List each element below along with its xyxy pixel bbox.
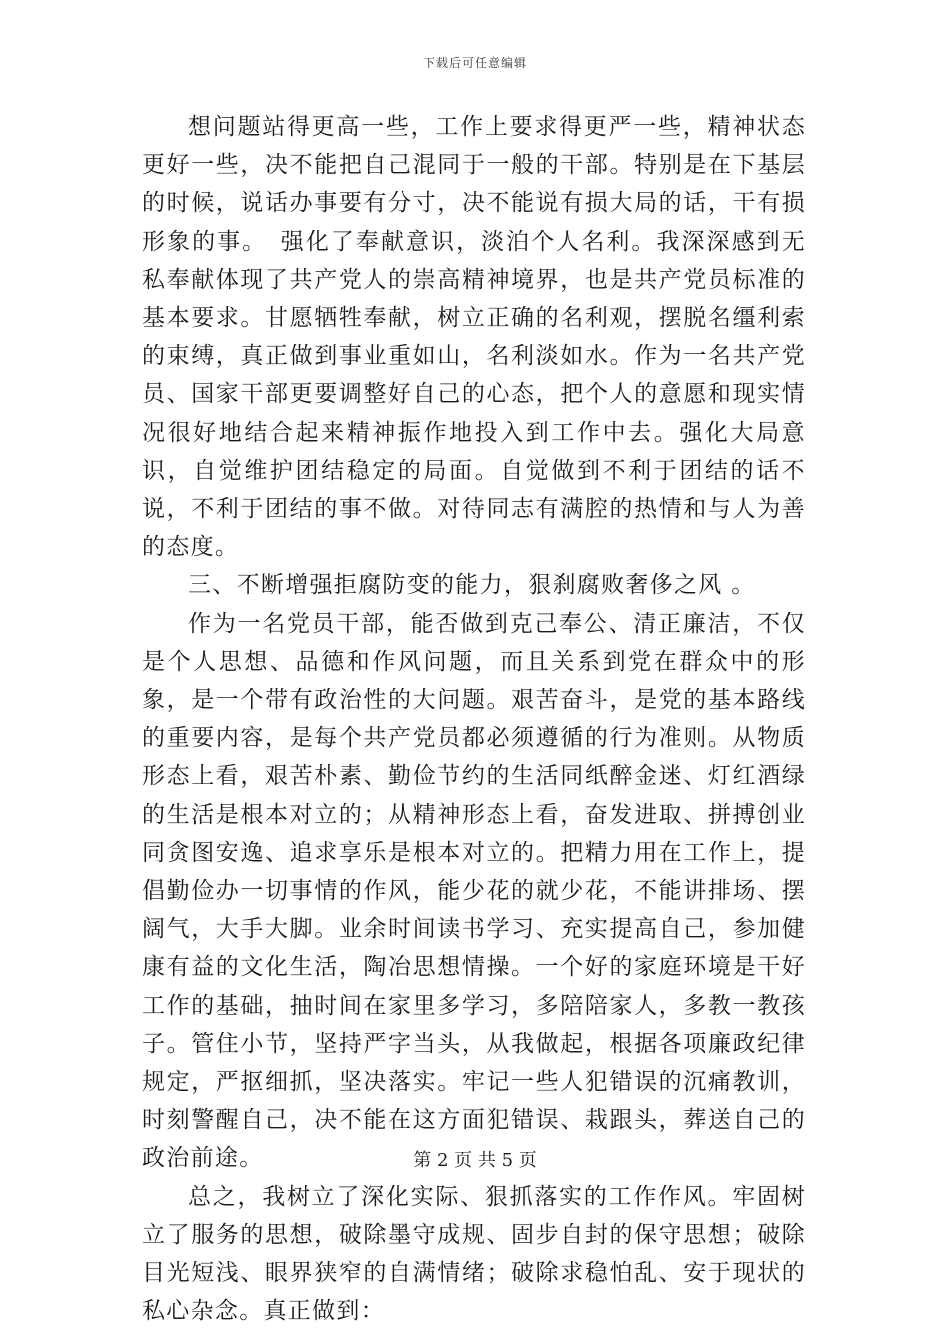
paragraph-summary: 总之，我树立了深化实际、狠抓落实的工作作风。牢固树立了服务的思想，破除墨守成规、固步自封的保守思想；破除目光短浅、眼界狭窄的自满情绪；破除求稳怕乱、安于现状的私心杂念。真正做到：	[142, 1183, 806, 1325]
page-header: 下载后可任意编辑	[422, 56, 527, 70]
section-heading-anti-corruption: 三、不断增强拒腐防变的能力，狠刹腐败奢侈之风 。	[188, 572, 756, 599]
page-number: 第 2 页 共 5 页	[413, 1150, 537, 1171]
paragraph-dedication: 想问题站得更高一些，工作上要求得更严一些，精神状态更好一些，决不能把自己混同于一般的干部。特别是在下基层的时候，说话办事要有分寸，决不能说有损大局的话，干有损形象的事。 强化了奉献意识，淡泊个人名利。我深深感到无私奉献体现了共产党人的崇高精神境界，也是共产党员标准的基本要求。甘愿牺牲奉献，树立正确的名利观，摆脱名缰利索的束缚，真正做到事业重如山，名利淡如水。作为一名共产党员、国家干部更要调整好自己的心态，把个人的意愿和现实情况很好地结合起来精神振作地投入到工作中去。强化大局意识，自觉维护团结稳定的局面。自觉做到不利于团结的话不说，不利于团结的事不做。对待同志有满腔的热情和与人为善的态度。	[142, 114, 806, 561]
paragraph-integrity: 作为一名党员干部，能否做到克己奉公、清正廉洁，不仅是个人思想、品德和作风问题，而且关系到党在群众中的形象，是一个带有政治性的大问题。艰苦奋斗，是党的基本路线的重要内容，是每个共产党员都必须遵循的行为准则。从物质形态上看，艰苦朴素、勤俭节约的生活同纸醉金迷、灯红酒绿的生活是根本对立的；从精神形态上看，奋发进取、拼搏创业同贪图安逸、追求享乐是根本对立的。把精力用在工作上，提倡勤俭办一切事情的作风，能少花的就少花，不能讲排场、摆阔气，大手大脚。业余时间读书学习、充实提高自己，参加健康有益的文化生活，陶冶思想情操。一个好的家庭环境是干好工作的基础，抽时间在家里多学习，多陪陪家人，多教一教孩子。管住小节，坚持严字当头，从我做起，根据各项廉政纪律规定，严抠细抓，坚决落实。牢记一些人犯错误的沉痛教训，时刻警醒自己，决不能在这方面犯错误、栽跟头，葬送自己的政治前途。	[142, 610, 806, 1172]
